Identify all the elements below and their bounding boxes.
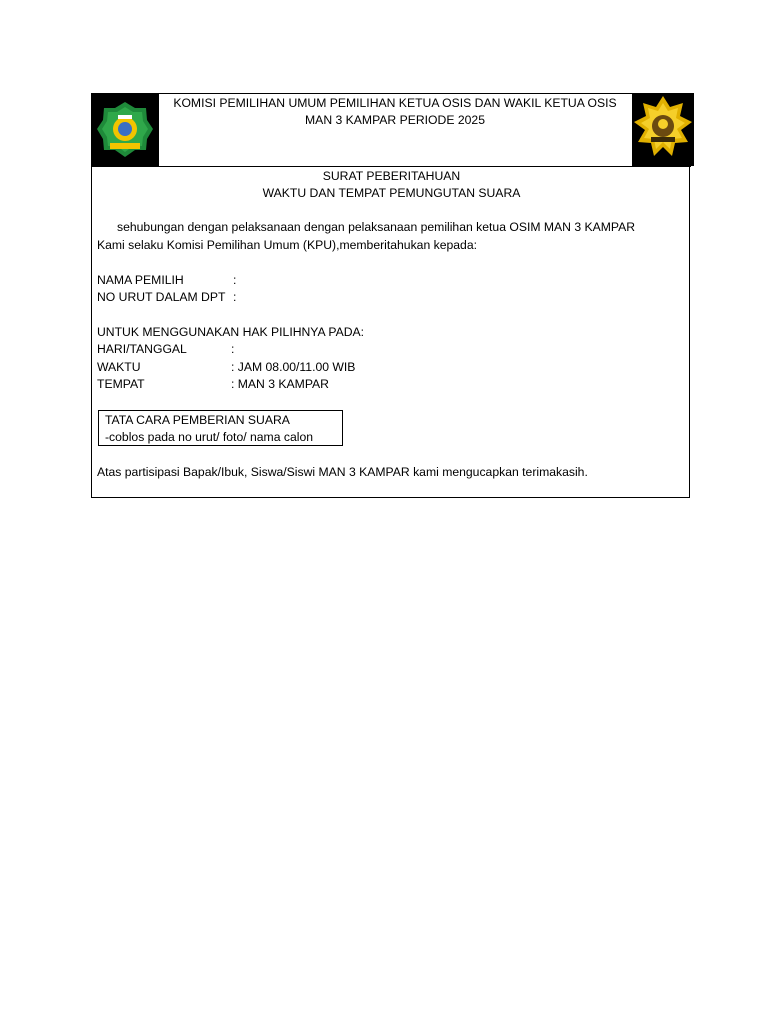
header-line-1: KOMISI PEMILIHAN UMUM PEMILIHAN KETUA OSIS DAN WAKIL KETUA OSIS	[173, 96, 617, 110]
procedure-text: -coblos pada no urut/ foto/ nama calon	[105, 430, 313, 444]
notice-document	[91, 93, 690, 498]
dpt-number-colon: :	[233, 290, 237, 304]
date-label: HARI/TANGGAL	[97, 342, 187, 356]
time-value: : JAM 08.00/11.00 WIB	[231, 360, 356, 374]
procedure-title: TATA CARA PEMBERIAN SUARA	[105, 413, 290, 427]
place-label: TEMPAT	[97, 377, 145, 391]
notice-subtitle: WAKTU DAN TEMPAT PEMUNGUTAN SUARA	[262, 186, 521, 200]
dpt-number-label: NO URUT DALAM DPT	[97, 290, 226, 304]
voter-name-colon: :	[233, 273, 237, 287]
kemenag-logo-icon	[91, 93, 159, 166]
header-line-2: MAN 3 KAMPAR PERIODE 2025	[305, 113, 485, 127]
kampar-emblem-icon	[632, 93, 694, 166]
date-value: :	[231, 342, 235, 356]
closing-text: Atas partisipasi Bapak/Ibuk, Siswa/Siswi MAN 3 KAMPAR kami mengucapkan terimakasih.	[97, 465, 588, 479]
notice-title: SURAT PEBERITAHUAN	[322, 169, 461, 183]
voter-name-label: NAMA PEMILIH	[97, 273, 184, 287]
intro-line-2: Kami selaku Komisi Pemilihan Umum (KPU),memberitahukan kepada:	[97, 238, 477, 252]
time-label: WAKTU	[97, 360, 141, 374]
place-value: : MAN 3 KAMPAR	[231, 377, 329, 391]
letter-header	[92, 94, 691, 167]
intro-line-1: sehubungan dengan pelaksanaan dengan pelaksanaan pemilihan ketua OSIM MAN 3 KAMPAR	[117, 220, 636, 234]
schedule-heading: UNTUK MENGGUNAKAN HAK PILIHNYA PADA:	[97, 325, 365, 339]
voting-procedure-box	[98, 410, 343, 446]
